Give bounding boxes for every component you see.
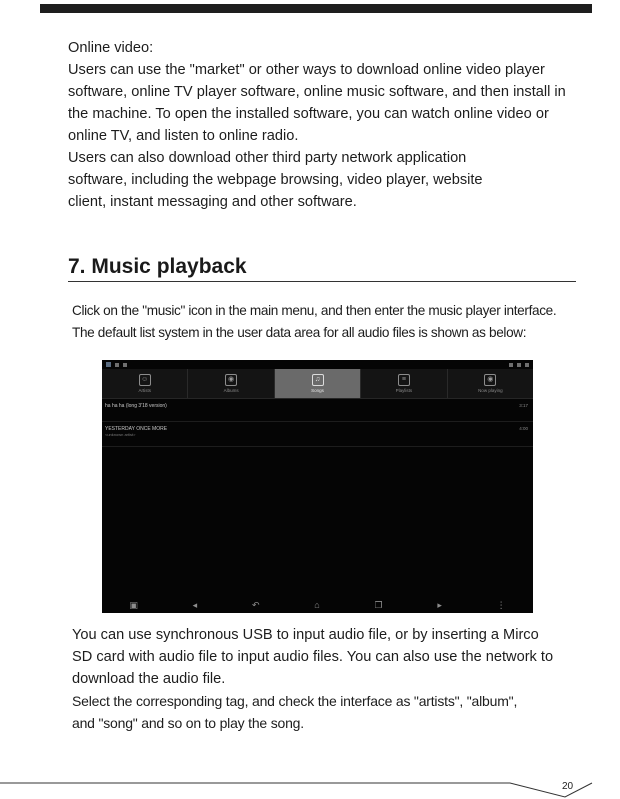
recent-apps-icon[interactable]: ❐: [374, 600, 383, 610]
song-row[interactable]: [102, 399, 533, 422]
song-title: YESTERDAY ONCE MORE: [105, 426, 168, 432]
system-nav-bar: [102, 598, 533, 613]
body-line: You can use synchronous USB to input audio file, or by inserting a Mirco: [72, 627, 539, 643]
debug-icon: [123, 363, 127, 367]
tab-label: Now playing: [478, 388, 503, 393]
menu-icon[interactable]: ⋮: [496, 600, 506, 610]
lead-paragraph: [72, 300, 592, 344]
tab-label: Artists: [138, 388, 151, 393]
music-player-screenshot: [102, 360, 533, 613]
playlist-icon: ≡: [398, 374, 410, 386]
notification-icon: [106, 362, 111, 367]
wifi-icon: [517, 363, 521, 367]
tab-now-playing[interactable]: [448, 369, 533, 398]
player-tabs: [102, 369, 533, 399]
screenshot-icon[interactable]: ▣: [129, 600, 138, 610]
now-playing-icon: ◉: [484, 374, 496, 386]
disc-icon: ◉: [225, 374, 237, 386]
lead-line: The default list system in the user data area for all audio files is shown as below:: [72, 325, 527, 340]
select-tag-paragraph: [72, 690, 592, 734]
tab-label: Songs: [311, 388, 324, 393]
song-artist: <unknown artist>: [105, 432, 136, 437]
person-icon: ☺: [139, 374, 151, 386]
intro-line: Users can use the "market" or other ways to download online video player: [68, 62, 545, 78]
intro-line: client, instant messaging and other software.: [68, 194, 357, 210]
usb-icon: [115, 363, 119, 367]
tab-songs[interactable]: [275, 369, 361, 398]
tab-albums[interactable]: [188, 369, 274, 398]
tab-label: Albums: [223, 388, 239, 393]
song-title: ha ha ha (long 3'18 version): [105, 403, 167, 409]
song-duration: 3:17: [519, 403, 528, 408]
body-line: Select the corresponding tag, and check the interface as "artists", "album",: [72, 693, 518, 709]
song-duration: 4:00: [519, 426, 528, 431]
intro-paragraph: [68, 37, 588, 213]
music-note-icon: ♫: [312, 374, 324, 386]
header-rule: [40, 4, 592, 13]
lead-line: Click on the "music" icon in the main menu, and then enter the music player interface.: [72, 303, 557, 318]
volume-up-icon[interactable]: ▸: [437, 600, 442, 610]
intro-line: software, including the webpage browsing, video player, website: [68, 172, 483, 188]
home-icon[interactable]: ⌂: [314, 600, 320, 610]
intro-line: the machine. To open the installed software, you can watch online video or: [68, 106, 549, 122]
volume-down-icon[interactable]: ◂: [192, 600, 198, 610]
section-heading: 7. Music playback: [68, 254, 576, 282]
usb-paragraph: [72, 624, 592, 690]
body-line: and "song" and so on to play the song.: [72, 715, 304, 731]
page-footer: [0, 775, 620, 799]
status-bar: [102, 360, 533, 369]
intro-line: Online video:: [68, 40, 154, 56]
body-line: download the audio file.: [72, 671, 226, 687]
tab-playlists[interactable]: [361, 369, 447, 398]
bluetooth-icon: [509, 363, 513, 367]
footer-line: [0, 775, 620, 799]
intro-line: software, online TV player software, online music software, and then install in: [68, 84, 566, 100]
battery-icon: [525, 363, 529, 367]
page-number: 20: [562, 781, 574, 792]
tab-artists[interactable]: [102, 369, 188, 398]
tab-label: Playlists: [395, 388, 413, 393]
intro-line: online TV, and listen to online radio.: [68, 128, 299, 144]
song-row[interactable]: [102, 422, 533, 447]
back-icon[interactable]: ↶: [251, 600, 260, 610]
intro-line: Users can also download other third party network application: [68, 150, 467, 166]
body-line: SD card with audio file to input audio files. You can also use the network to: [72, 649, 554, 665]
